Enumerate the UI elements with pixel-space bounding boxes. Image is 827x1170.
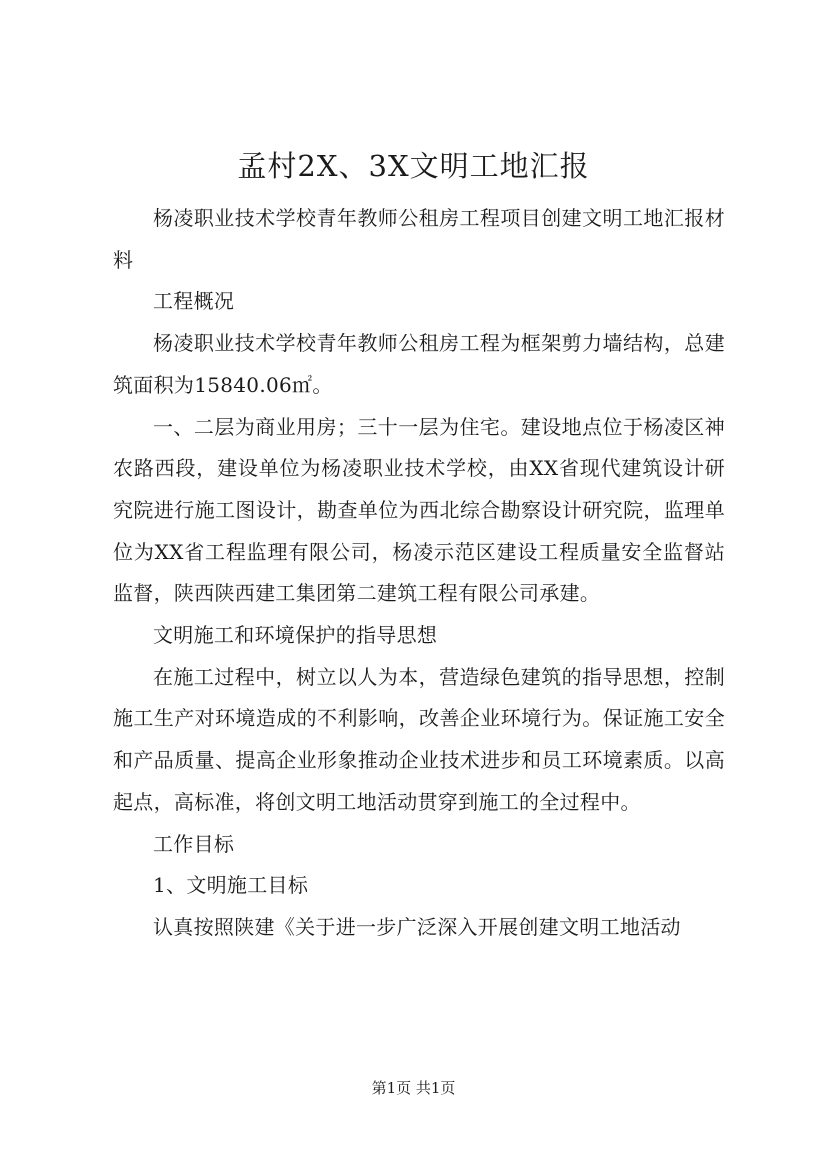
page-footer: 第1页 共1页 <box>371 1079 456 1097</box>
paragraph-goal-text: 认真按照陕建《关于进一步广泛深入开展创建文明工地活动 <box>153 914 681 939</box>
heading-civilized-construction-goal: 1、文明施工目标 <box>153 873 309 898</box>
paragraph-subtitle: 杨凌职业技术学校青年教师公租房工程项目创建文明工地汇报材料 <box>113 206 725 272</box>
heading-guiding-ideology: 文明施工和环境保护的指导思想 <box>153 623 438 648</box>
paragraph-ideology: 在施工过程中，树立以人为本，营造绿色建筑的指导思想，控制施工生产对环境造成的不利影响，改善企业环境行为。保证施工安全和产品质量、提高企业形象推动企业技术进步和员工环境素质。以高起点，高标准，将创文明工地活动贯穿到施工的全过程中。 <box>113 664 725 814</box>
document-body <box>113 198 725 949</box>
paragraph-structure: 杨凌职业技术学校青年教师公租房工程为框架剪力墙结构，总建筑面积为15840.06㎡。 <box>113 331 725 397</box>
heading-project-overview: 工程概况 <box>153 289 235 314</box>
heading-work-goals: 工作目标 <box>153 831 235 856</box>
paragraph-building-details: 一、二层为商业用房；三十一层为住宅。建设地点位于杨凌区神农路西段，建设单位为杨凌职业技术学校，由XX省现代建筑设计研究院进行施工图设计，勘查单位为西北综合勘察设计研究院，监理单位为XX省工程监理有限公司，杨凌示范区建设工程质量安全监督站监督，陕西陕西建工集团第二建筑工程有限公司承建。 <box>113 414 725 606</box>
document-title: 孟村2X、3X文明工地汇报 <box>237 149 590 183</box>
